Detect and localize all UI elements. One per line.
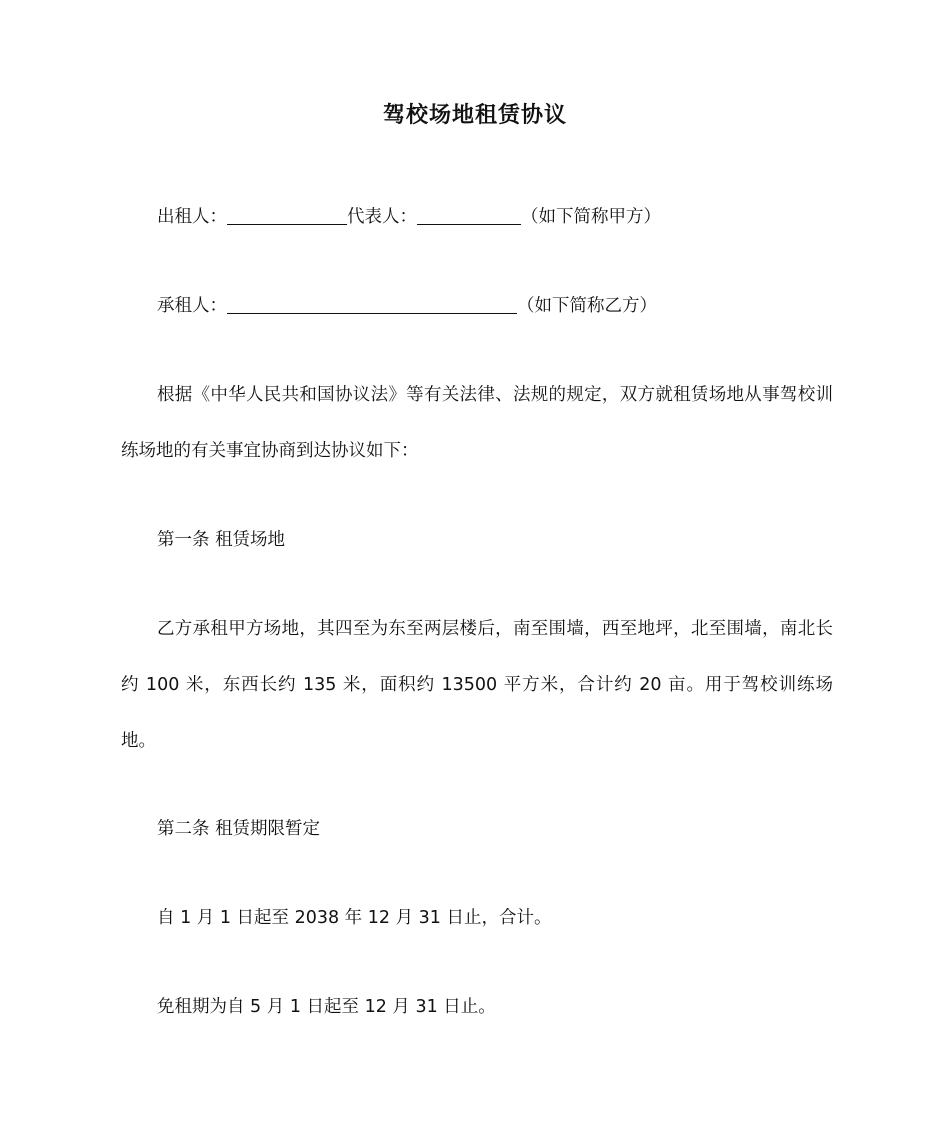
lessee-label: 承租人： bbox=[157, 296, 227, 316]
lessee-suffix: （如下简称乙方） bbox=[517, 296, 657, 316]
article-2-heading: 第二条 租赁期限暂定 bbox=[157, 819, 321, 839]
lessee-blank[interactable] bbox=[227, 295, 517, 314]
article-1-heading: 第一条 租赁场地 bbox=[157, 530, 286, 550]
lessor-suffix: （如下简称甲方） bbox=[521, 207, 661, 227]
lessor-line bbox=[121, 189, 833, 245]
intro-paragraph: 根据《中华人民共和国协议法》等有关法律、法规的规定，双方就租赁场地从事驾校训练场地的有关事宜协商到达协议如下： bbox=[121, 385, 833, 461]
document-title: 驾校场地租赁协议 bbox=[382, 103, 567, 128]
lessor-rep-blank[interactable] bbox=[417, 206, 521, 225]
article-2-rent-free: 免租期为自 5 月 1 日起至 12 月 31 日止。 bbox=[157, 997, 496, 1017]
lessor-blank[interactable] bbox=[227, 206, 347, 225]
lessor-rep-label: 代表人： bbox=[347, 207, 417, 227]
lessor-label: 出租人： bbox=[157, 207, 227, 227]
lessee-line bbox=[121, 278, 833, 334]
article-1-body: 乙方承租甲方场地，其四至为东至两层楼后，南至围墙，西至地坪，北至围墙，南北长约 100 米，东西长约 135 米，面积约 13500 平方米，合计约 20 亩。用于驾校训练场地。 bbox=[121, 619, 833, 751]
article-2-term: 自 1 月 1 日起至 2038 年 12 月 31 日止，合计。 bbox=[157, 908, 552, 928]
